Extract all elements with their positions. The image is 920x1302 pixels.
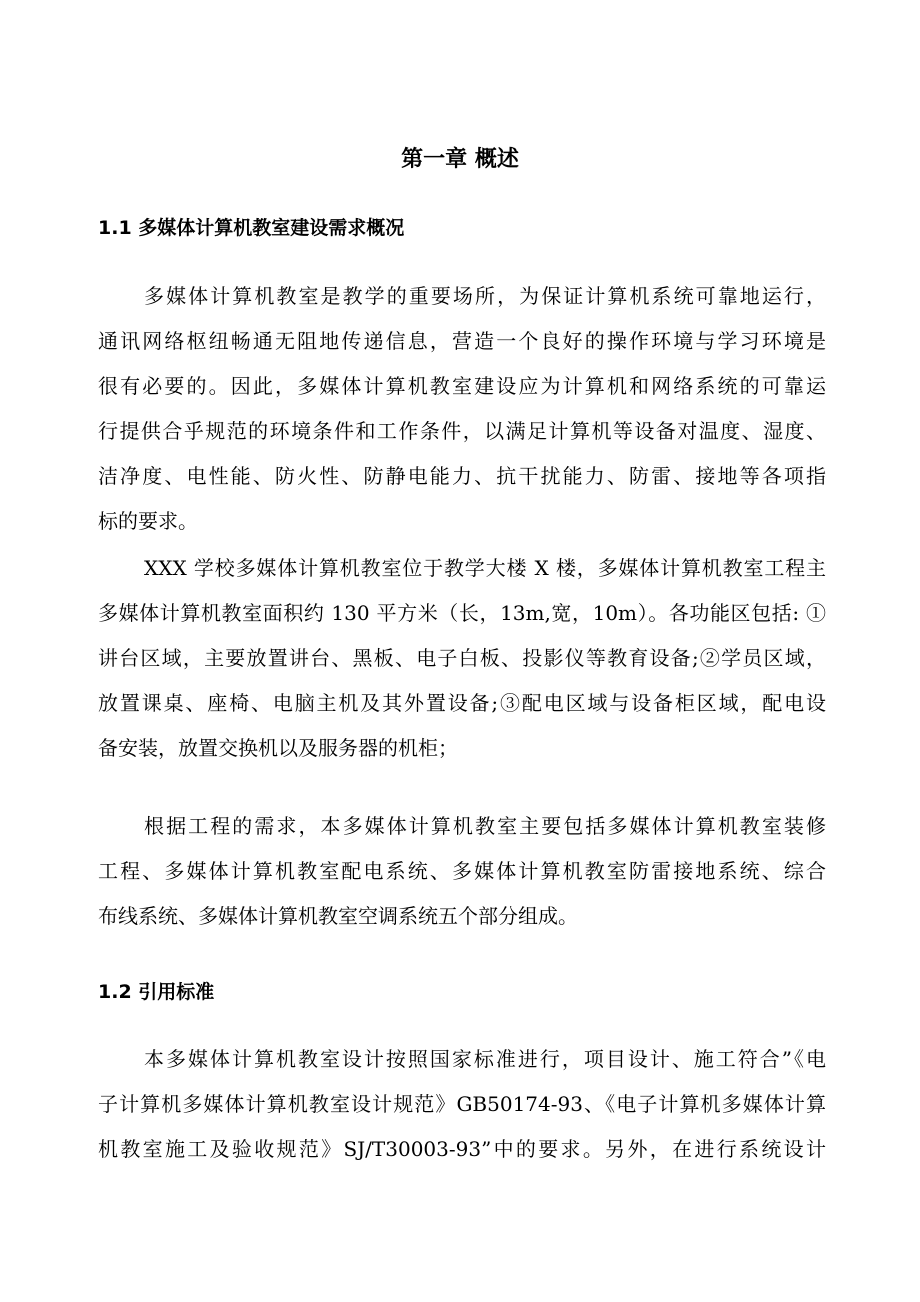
paragraph-line: 本多媒体计算机教室设计按照国家标准进行，项目设计、施工符合”《电 bbox=[144, 1047, 826, 1071]
paragraph-line: 多媒体计算机教室是教学的重要场所，为保证计算机系统可靠地运行， bbox=[144, 284, 826, 308]
paragraph-line: 备安装，放置交换机以及服务器的机柜； bbox=[98, 736, 458, 760]
paragraph-line: 放置课桌、座椅、电脑主机及其外置设备;③配电区域与设备柜区域，配电设 bbox=[98, 691, 826, 715]
chapter-title: 第一章 概述 bbox=[401, 147, 519, 172]
paragraph-line: 很有必要的。因此，多媒体计算机教室建设应为计算机和网络系统的可靠运 bbox=[98, 374, 826, 398]
paragraph-line: 讲台区域，主要放置讲台、黑板、电子白板、投影仪等教育设备;②学员区域， bbox=[98, 646, 826, 670]
paragraph-line: XXX 学校多媒体计算机教室位于教学大楼 X 楼，多媒体计算机教室工程主 bbox=[144, 556, 826, 580]
paragraph-line: 洁净度、电性能、防火性、防静电能力、抗干扰能力、防雷、接地等各项指 bbox=[98, 464, 826, 488]
paragraph-line: 工程、多媒体计算机教室配电系统、多媒体计算机教室防雷接地系统、综合 bbox=[98, 859, 826, 883]
section-heading-1-2: 1.2 引用标准 bbox=[98, 981, 215, 1003]
paragraph-project-scope bbox=[98, 804, 826, 939]
paragraph-requirements-overview bbox=[98, 274, 826, 544]
paragraph-line: 布线系统、多媒体计算机教室空调系统五个部分组成。 bbox=[98, 904, 578, 928]
paragraph-classroom-layout bbox=[98, 546, 826, 771]
paragraph-line: 机教室施工及验收规范》SJ/T30003-93”中的要求。另外，在进行系统设计 bbox=[98, 1137, 826, 1161]
paragraph-line: 多媒体计算机教室面积约 130 平方米（长，13m,宽，10m）。各功能区包括: ① bbox=[98, 601, 826, 625]
paragraph-line: 标的要求。 bbox=[98, 509, 198, 533]
paragraph-line: 通讯网络枢纽畅通无阻地传递信息，营造一个良好的操作环境与学习环境是 bbox=[98, 329, 826, 353]
paragraph-line: 子计算机多媒体计算机教室设计规范》GB50174-93、《电子计算机多媒体计算 bbox=[98, 1092, 826, 1116]
paragraph-line: 根据工程的需求，本多媒体计算机教室主要包括多媒体计算机教室装修 bbox=[144, 814, 826, 838]
paragraph-referenced-standards bbox=[98, 1037, 826, 1172]
paragraph-line: 行提供合乎规范的环境条件和工作条件，以满足计算机等设备对温度、湿度、 bbox=[98, 419, 826, 443]
section-heading-1-1: 1.1 多媒体计算机教室建设需求概况 bbox=[98, 217, 405, 239]
